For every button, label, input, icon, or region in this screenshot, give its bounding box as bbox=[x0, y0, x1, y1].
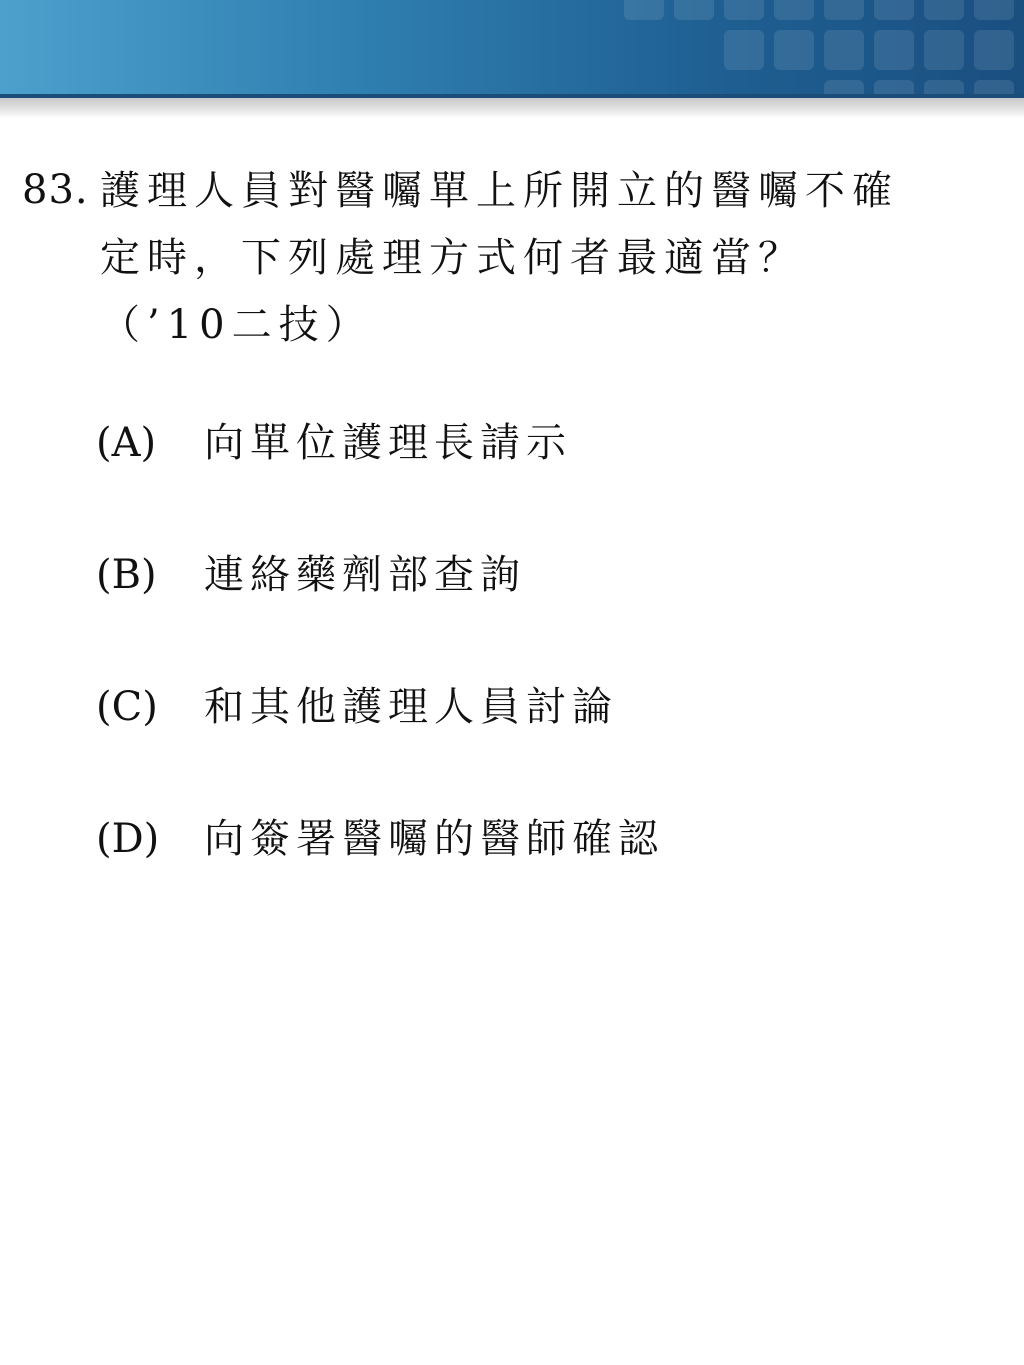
option-letter: (A) bbox=[96, 420, 157, 466]
option-text: 向單位護理長請示 bbox=[204, 420, 572, 466]
question-line: 護理人員對醫囑單上所開立的醫囑不確 bbox=[100, 168, 899, 214]
option-letter: (C) bbox=[96, 684, 158, 730]
header-shadow bbox=[0, 98, 1024, 118]
question-line: 定時，下列處理方式何者最適當？ bbox=[100, 235, 805, 281]
header-decorative-squares bbox=[604, 0, 1024, 94]
question-source: （’10二技） bbox=[100, 302, 373, 348]
option-text: 和其他護理人員討論 bbox=[204, 684, 618, 730]
option-letter: (D) bbox=[96, 816, 160, 862]
question-number: 83. bbox=[22, 167, 89, 213]
option-text: 向簽署醫囑的醫師確認 bbox=[204, 816, 664, 862]
slide-header-band bbox=[0, 0, 1024, 94]
option-text: 連絡藥劑部查詢 bbox=[204, 552, 526, 598]
option-letter: (B) bbox=[96, 552, 157, 598]
question-text bbox=[100, 158, 1010, 359]
